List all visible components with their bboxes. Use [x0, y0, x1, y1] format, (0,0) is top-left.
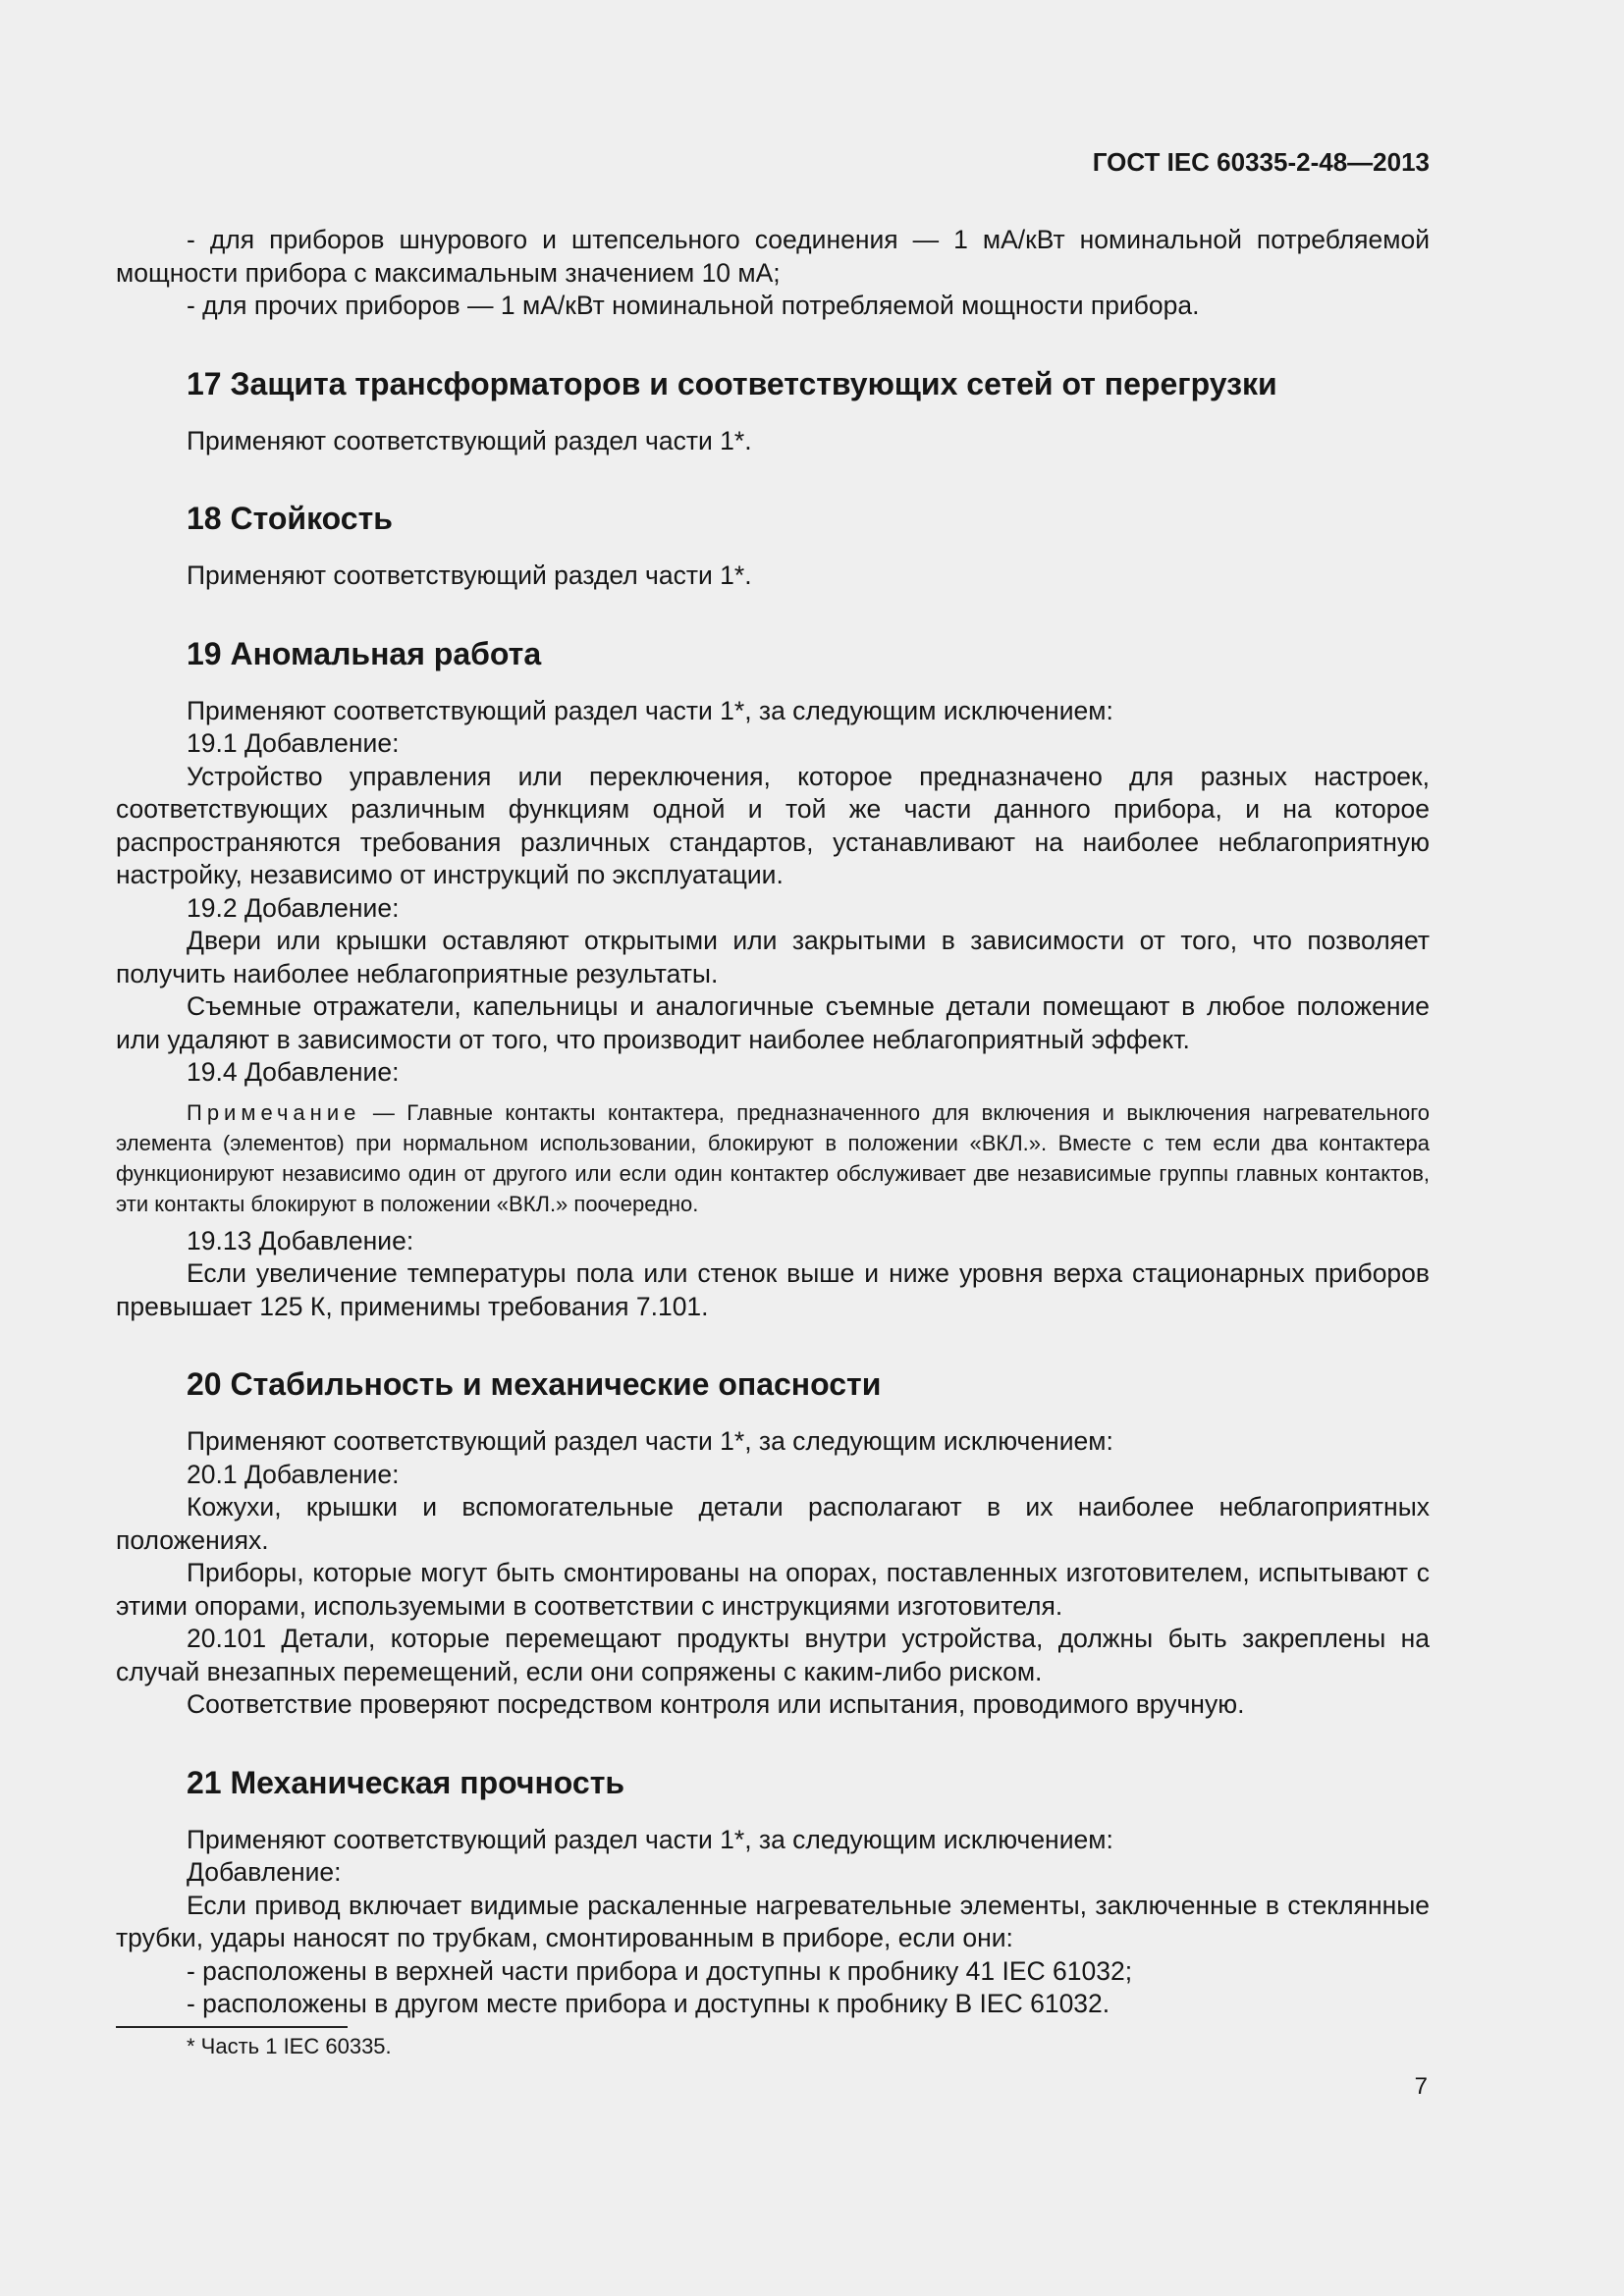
section-21-text-2: Если привод включает видимые раскаленные нагревательные элементы, заключенные в стеклянные трубки, удары наносят по трубкам, смонтированным в приборе, если они: — [116, 1890, 1430, 1952]
page-body — [116, 224, 1430, 2021]
intro-item-1: - для приборов шнурового и штепсельного соединения — 1 мА/кВт номинальной потребляемой мощности прибора с максимальным значением 10 мА; — [116, 225, 1430, 288]
section-19-13-heading: 19.13 Добавление: — [187, 1225, 414, 1255]
section-21-title: 21 Механическая прочность — [187, 1764, 625, 1800]
footnote-divider — [116, 2026, 348, 2028]
section-20-compliance: Соответствие проверяют посредством контроля или испытания, проводимого вручную. — [187, 1689, 1245, 1719]
section-19-13-text: Если увеличение температуры пола или стенок выше и ниже уровня верха стационарных приборов превышает 125 К, применимы требования 7.101. — [116, 1258, 1430, 1321]
intro-item-2: - для прочих приборов — 1 мА/кВт номинальной потребляемой мощности прибора. — [187, 291, 1200, 320]
section-19-text: Применяют соответствующий раздел части 1*, за следующим исключением: — [187, 695, 1113, 725]
section-19-2-text-1: Двери или крышки оставляют открытыми или закрытыми в зависимости от того, что позволяет получить наиболее неблагоприятные результаты. — [116, 926, 1430, 988]
document-header: ГОСТ IEC 60335-2-48—2013 — [1092, 147, 1430, 177]
section-20-title: 20 Стабильность и механические опасности — [187, 1366, 882, 1402]
section-19-title: 19 Аномальная работа — [187, 635, 542, 671]
section-21-item-1: - расположены в верхней части прибора и доступны к пробнику 41 IEC 61032; — [187, 1955, 1133, 1986]
section-17-text: Применяют соответствующий раздел части 1*. — [187, 425, 752, 455]
section-19-2-heading: 19.2 Добавление: — [187, 892, 400, 923]
note — [116, 1097, 1430, 1219]
note-label: Примечание — [187, 1099, 361, 1125]
section-19-4-heading: 19.4 Добавление: — [187, 1057, 400, 1087]
section-21-text: Применяют соответствующий раздел части 1*, за следующим исключением: — [187, 1824, 1113, 1854]
section-19-2-text-2: Съемные отражатели, капельницы и аналогичные съемные детали помещают в любое положение или удаляют в зависимости от того, что производит наиболее неблагоприятный эффект. — [116, 991, 1430, 1054]
section-20-101-text: 20.101 Детали, которые перемещают продукты внутри устройства, должны быть закреплены на случай внезапных перемещений, если они сопряжены с каким-либо риском. — [116, 1624, 1430, 1686]
section-20-text: Применяют соответствующий раздел части 1*, за следующим исключением: — [187, 1426, 1113, 1456]
section-18-title: 18 Стойкость — [187, 501, 393, 536]
section-19-1-text: Устройство управления или переключения, которое предназначено для разных настроек, соответствующих различным функциям одной и той же части данного прибора, и на которое распространяются требования различных стандартов, устанавливают на наиболее неблагоприятную настройку, независимо от инструкций по эксплуатации. — [116, 761, 1430, 889]
note-text: — Главные контакты контактера, предназначенного для включения и выключения нагревательного элемента (элементов) при нормальном использовании, блокируют в положении «ВКЛ.». Вместе с тем если два контактера функционируют независимо один от другого или если один контактер обслуживает две независимые группы главных контактов, эти контакты блокируют в положении «ВКЛ.» поочередно. — [116, 1099, 1430, 1216]
section-18-text: Применяют соответствующий раздел части 1*. — [187, 561, 752, 590]
section-19-1-heading: 19.1 Добавление: — [187, 728, 400, 758]
section-20-1-heading: 20.1 Добавление: — [187, 1459, 400, 1489]
page-number: 7 — [1414, 2073, 1428, 2100]
section-20-1-text-2: Приборы, которые могут быть смонтированы на опорах, поставленных изготовителем, испытывают с этими опорами, используемыми в соответствии с инструкциями изготовителя. — [116, 1558, 1430, 1621]
footnote: * Часть 1 IEC 60335. — [187, 2034, 392, 2058]
section-20-1-text-1: Кожухи, крышки и вспомогательные детали располагают в их наиболее неблагоприятных положениях. — [116, 1492, 1430, 1555]
section-21-item-2: - расположены в другом месте прибора и доступны к пробнику B IEC 61032. — [187, 1989, 1110, 2018]
section-21-addition: Добавление: — [187, 1857, 342, 1887]
section-17-title: 17 Защита трансформаторов и соответствующих сетей от перегрузки — [187, 365, 1277, 401]
